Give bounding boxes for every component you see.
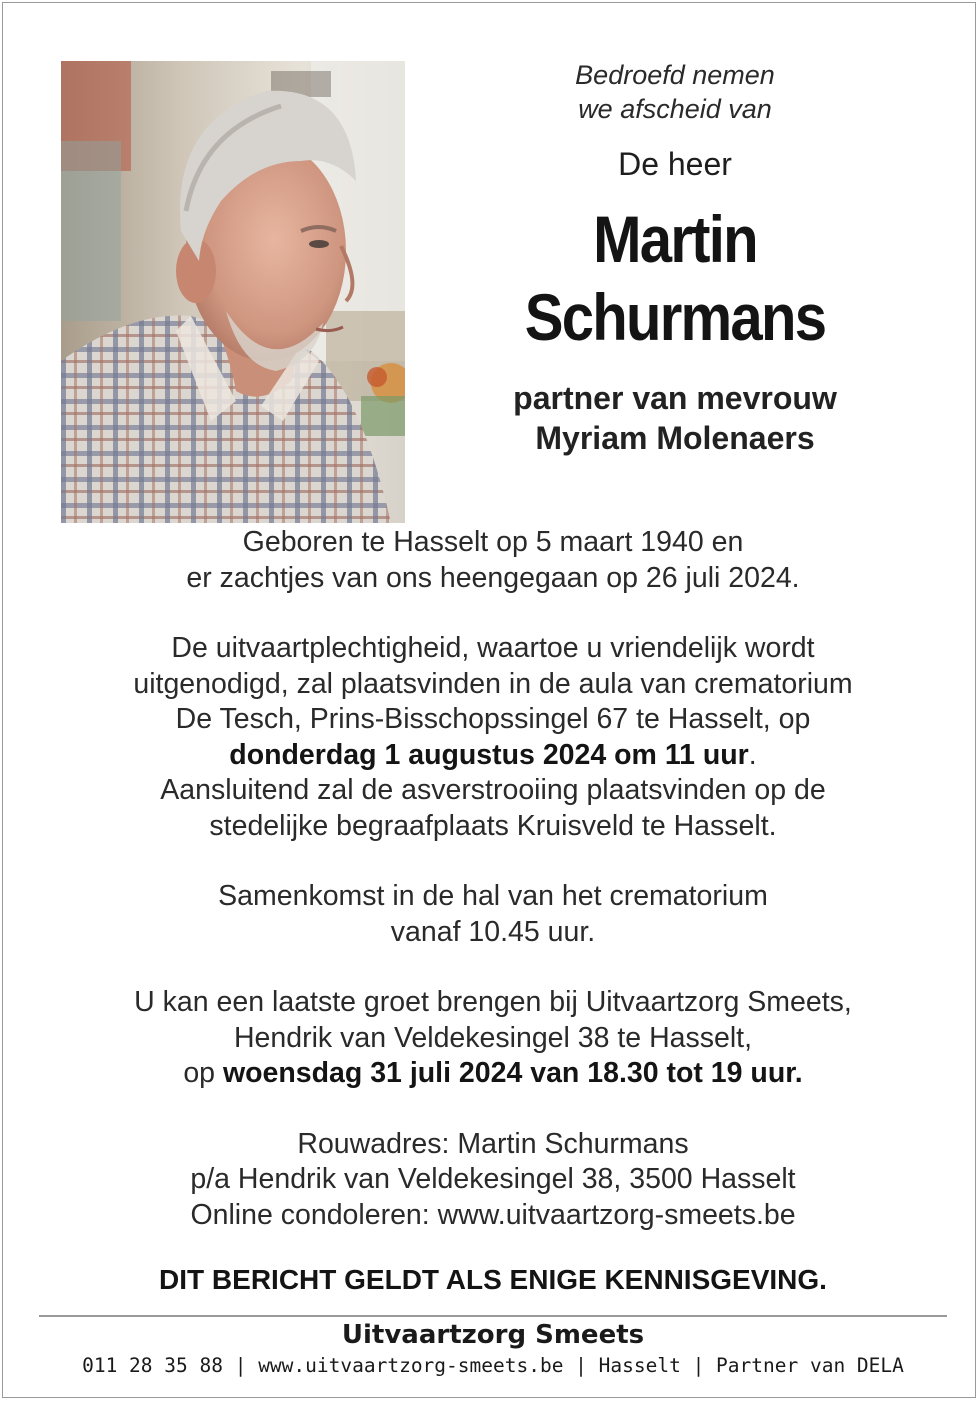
gathering-paragraph: [43, 879, 943, 950]
partner-name: Myriam Molenaers: [535, 420, 815, 456]
intro-text: [443, 58, 907, 126]
ceremony-date-suffix: .: [748, 738, 757, 771]
body-line: De Tesch, Prins-Bisschopssingel 67 te Hasselt, op: [175, 703, 811, 735]
ceremony-date-line: [43, 738, 943, 774]
visitation-paragraph: [43, 985, 943, 1092]
address-paragraph: [43, 1127, 943, 1234]
body-line: er zachtjes van ons heengegaan op 26 juli 2024.: [186, 561, 800, 594]
body-line: De uitvaartplechtigheid, waartoe u vriendelijk wordt: [171, 632, 815, 664]
intro-line: Bedroefd nemen: [575, 60, 775, 90]
body-line: p/a Hendrik van Veldekesingel 38, 3500 Hasselt: [190, 1163, 796, 1195]
footer-divider: [39, 1315, 947, 1317]
body-line: Hendrik van Veldekesingel 38 te Hasselt,: [233, 1021, 753, 1054]
notice-header: [443, 58, 907, 458]
visitation-date: woensdag 31 juli 2024 van 18.30 tot 19 uur.: [222, 1057, 803, 1089]
condolence-line: Online condoleren: www.uitvaartzorg-smeets.be: [190, 1198, 796, 1231]
body-line: Aansluitend zal de asverstrooiing plaatsvinden op de: [160, 774, 826, 806]
partner-text: [443, 378, 907, 458]
intro-line: we afscheid van: [578, 94, 772, 124]
portrait-photo: [61, 61, 405, 523]
visitation-prefix: op: [183, 1057, 223, 1089]
birth-paragraph: [43, 525, 943, 596]
ceremony-date: donderdag 1 augustus 2024 om 11 uur: [229, 738, 749, 771]
partner-line: partner van mevrouw: [513, 380, 837, 416]
body-line: Samenkomst in de hal van het crematorium: [218, 880, 768, 912]
death-notice-card: [2, 2, 976, 1398]
ceremony-paragraph: [43, 631, 943, 844]
body-line: Rouwadres: Martin Schurmans: [297, 1127, 689, 1160]
body-line: U kan een laatste groet brengen bij Uitvaartzorg Smeets,: [134, 986, 852, 1018]
company-name: Uitvaartzorg Smeets: [341, 1320, 645, 1350]
official-notice: DIT BERICHT GELDT ALS ENIGE KENNISGEVING.: [159, 1264, 827, 1295]
company-contact: 011 28 35 88 | www.uitvaartzorg-smeets.be | Hasselt | Partner van DELA: [82, 1354, 904, 1377]
last-name: Schurmans: [524, 280, 826, 354]
body-line: vanaf 10.45 uur.: [390, 915, 596, 948]
body-line: stedelijke begraafplaats Kruisveld te Hasselt.: [209, 809, 777, 842]
visitation-date-line: [43, 1056, 943, 1092]
notice-body: [43, 525, 943, 1233]
deceased-name: [471, 200, 879, 356]
first-name: Martin: [593, 202, 757, 276]
body-line: uitgenodigd, zal plaatsvinden in de aula van crematorium: [133, 667, 853, 700]
honorific: De heer: [618, 146, 732, 182]
body-line: Geboren te Hasselt op 5 maart 1940 en: [242, 526, 744, 558]
